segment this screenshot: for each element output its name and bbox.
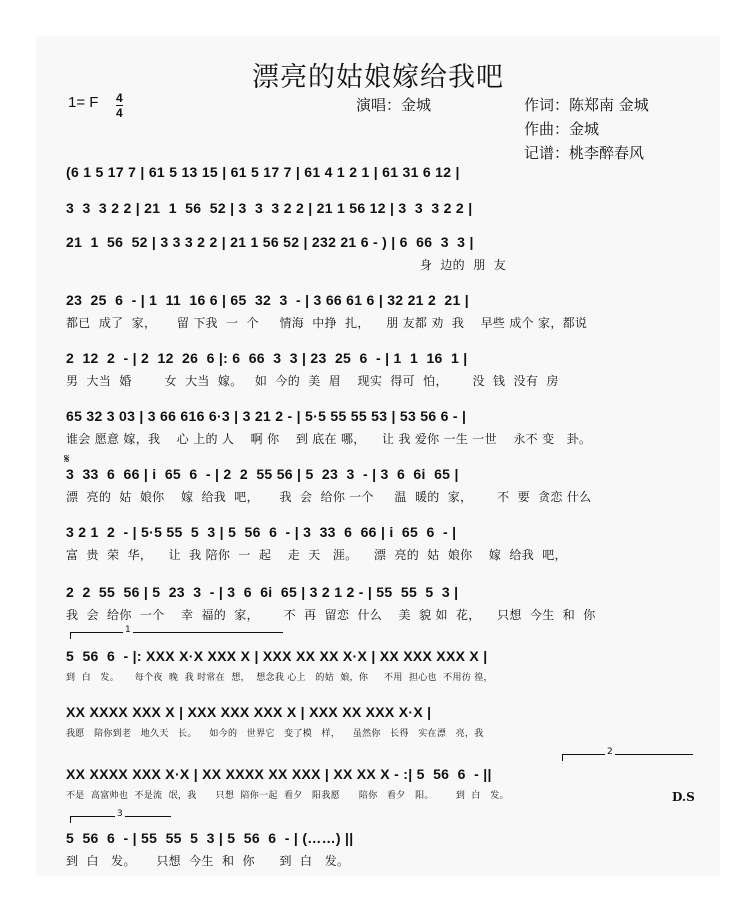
singer-credit: 演唱：金城 [356, 96, 432, 114]
notation-line: 23 25 6 - | 1 11 16 6 | 65 32 3 - | 3 66 61 6 | 32 21 2 21 | [66, 292, 469, 308]
notation-line: 2 12 2 - | 2 12 26 6 |: 6 66 3 3 | 23 25 6 - | 1 1 16 1 | [66, 350, 468, 366]
lyric-line: 到 白 发。 每个夜 晚 我 时常在 想， 想念我 心上 的姑 娘，你 不用 担心也 不用彷 徨， [66, 673, 493, 683]
volta-bracket-1 [70, 625, 283, 639]
time-signature [116, 92, 123, 119]
volta-number-2: 2 [607, 747, 613, 757]
lyric-line: 不是 高富帅也 不是流 氓，我 只想 陪你一起 看夕 阳我愿 陪你 看夕 阳。 到 白 发。 [66, 791, 509, 801]
composer-credit: 作曲：金城 [524, 120, 600, 138]
lyricist-credit: 作词：陈郑南 金城 [524, 96, 649, 114]
lyric-line: 谁会 愿意 嫁，我 心 上的 人 啊 你 到 底在 哪， 让 我 爱你 一生 一世 永不 变 卦。 [66, 432, 592, 446]
lyric-line: 都已 成了 家， 留 下我 一 个 情海 中挣 扎， 朋 友都 劝 我 早些 成个 家，都说 [66, 316, 588, 330]
notation-line: 3 33 6 66 | i 65 6 - | 2 2 55 56 | 5 23 3 - | 3 6 6i 65 | [66, 466, 459, 482]
segno-sign: 𝄋 [64, 452, 70, 467]
lyric-line: 富 贵 荣 华， 让 我 陪你 一 起 走 天 涯。 漂 亮的 姑 娘你 嫁 给我 吧， [66, 548, 567, 562]
da-segno-mark: D.S [672, 790, 695, 804]
volta-number-1: 1 [125, 625, 131, 635]
song-title: 漂亮的姑娘嫁给我吧 [252, 62, 504, 93]
transcriber-credit: 记谱：桃李醉春风 [524, 144, 645, 162]
notation-line: 3 2 1 2 - | 5·5 55 5 3 | 5 56 6 - | 3 33 6 66 | i 65 6 - | [66, 524, 457, 540]
lyric-line: 男 大当 婚 女 大当 嫁。 如 今的 美 眉 现实 得可 怕， 没 钱 没有 房 [66, 374, 559, 388]
notation-line: 65 32 3 03 | 3 66 616 6·3 | 3 21 2 - | 5·5 55 55 53 | 53 56 6 - | [66, 408, 467, 424]
volta-bracket-2 [562, 747, 693, 761]
notation-line: XX XXXX XXX X | XXX XXX XXX X | XXX XX XXX X·X | [66, 704, 432, 720]
notation-line: 2 2 55 56 | 5 23 3 - | 3 6 6i 65 | 3 2 1 2 - | 55 55 5 3 | [66, 584, 459, 600]
key-signature: 1= F [68, 94, 99, 111]
time-signature-top: 4 [116, 91, 123, 105]
notation-line: XX XXXX XXX X·X | XX XXXX XX XXX | XX XX X - :| 5 56 6 - || [66, 766, 492, 782]
volta-bracket-3 [70, 809, 171, 823]
lyric-line: 到 白 发。 只想 今生 和 你 到 白 发。 [66, 854, 350, 868]
notation-line: 21 1 56 52 | 3 3 3 2 2 | 21 1 56 52 | 232 21 6 - ) | 6 66 3 3 | [66, 234, 474, 250]
notation-line: 3 3 3 2 2 | 21 1 56 52 | 3 3 3 2 2 | 21 1 56 12 | 3 3 3 2 2 | [66, 200, 473, 216]
lyric-line: 漂 亮的 姑 娘你 嫁 给我 吧， 我 会 给你 一个 温 暖的 家， 不 要 贪恋 什么 [66, 490, 592, 504]
lyric-line: 我 会 给你 一个 幸 福的 家， 不 再 留恋 什么 美 貌 如 花， 只想 今生 和 你 [66, 608, 596, 622]
notation-line: (6 1 5 17 7 | 61 5 13 15 | 61 5 17 7 | 61 4 1 2 1 | 61 31 6 12 | [66, 164, 460, 180]
notation-line: 5 56 6 - |: XXX X·X XXX X | XXX XX XX X·X | XX XXX XXX X | [66, 648, 488, 664]
time-signature-bottom: 4 [116, 106, 123, 120]
lyric-line: 我愿 陪你到老 地久天 长。 如今的 世界它 变了模 样， 虽然你 长得 实在漂 亮，我 [66, 729, 484, 739]
lyric-line: 身 边的 朋 友 [66, 258, 507, 272]
volta-number-3: 3 [117, 809, 123, 819]
notation-line: 5 56 6 - | 55 55 5 3 | 5 56 6 - | (……) || [66, 830, 354, 846]
